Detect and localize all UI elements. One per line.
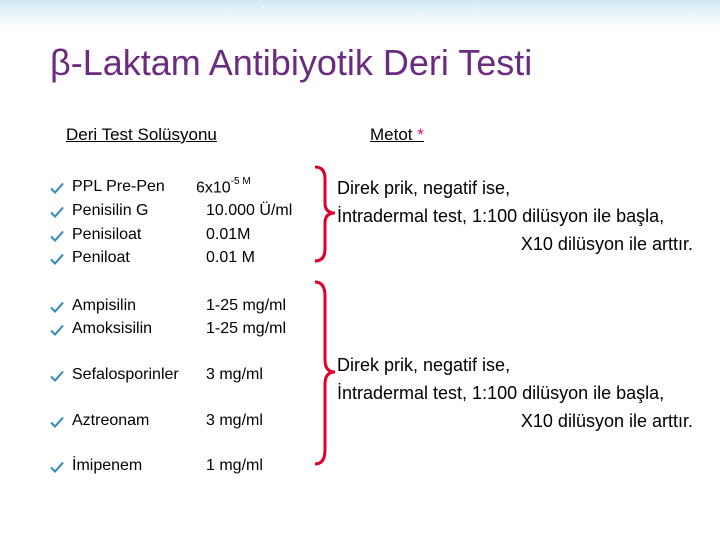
method-line: Direk prik, negatif ise, <box>337 178 511 198</box>
drug-concentration: 3 mg/ml <box>206 366 263 383</box>
concentration-exponent: -5 <box>230 176 240 187</box>
sparkle-decoration <box>418 12 420 14</box>
sparkle-decoration <box>472 7 474 9</box>
drug-concentration <box>196 178 251 197</box>
method-header-asterisk: * <box>417 125 424 144</box>
checkmark-icon <box>50 205 64 219</box>
method-line: Direk prik, negatif ise, <box>337 355 511 375</box>
method-column-header <box>370 125 424 145</box>
checkmark-icon <box>50 300 64 314</box>
checkmark-icon <box>50 229 64 243</box>
drug-name: Peniloat <box>72 249 130 266</box>
top-decorative-band <box>0 0 720 28</box>
drug-name: Penisiloat <box>72 226 142 243</box>
sparkle-decoration <box>225 10 227 12</box>
slide-title: β-Laktam Antibiyotik Deri Testi <box>50 42 533 83</box>
drug-concentration: 3 mg/ml <box>206 412 263 429</box>
solution-column-header: Deri Test Solüsyonu <box>66 125 217 144</box>
right-brace-top <box>305 165 339 265</box>
drug-name: İmipenem <box>72 457 143 474</box>
drug-concentration: 0.01 M <box>206 249 255 266</box>
drug-name: Ampisilin <box>72 297 137 314</box>
drug-concentration: 10.000 Ü/ml <box>206 202 293 219</box>
concentration-unit: M <box>239 176 251 187</box>
checkmark-icon <box>50 369 64 383</box>
drug-name: PPL Pre-Pen <box>72 178 165 195</box>
checkmark-icon <box>50 415 64 429</box>
method-line: X10 dilüsyon ile arttır. <box>520 411 693 431</box>
drug-concentration: 0.01M <box>206 226 251 243</box>
right-brace-bottom <box>305 280 339 466</box>
checkmark-icon <box>50 181 64 195</box>
checkmark-icon <box>50 323 64 337</box>
sparkle-decoration <box>688 12 690 14</box>
method-block <box>337 174 701 258</box>
concentration-base: 6x10 <box>196 179 231 197</box>
drug-name: Sefalosporinler <box>72 366 179 383</box>
method-header-label: Metot <box>370 125 418 144</box>
method-line: İntradermal test, 1:100 dilüsyon ile başla, <box>337 383 665 403</box>
drug-name: Aztreonam <box>72 412 150 429</box>
method-line: X10 dilüsyon ile arttır. <box>520 234 693 254</box>
checkmark-icon <box>50 460 64 474</box>
drug-name: Penisilin G <box>72 202 149 219</box>
drug-name: Amoksisilin <box>72 320 153 337</box>
checkmark-icon <box>50 252 64 266</box>
sparkle-decoration <box>262 6 264 8</box>
drug-concentration: 1 mg/ml <box>206 457 263 474</box>
drug-concentration: 1-25 mg/ml <box>206 320 287 337</box>
method-block <box>337 351 701 435</box>
method-line: İntradermal test, 1:100 dilüsyon ile başla, <box>337 206 665 226</box>
drug-concentration: 1-25 mg/ml <box>206 297 287 314</box>
